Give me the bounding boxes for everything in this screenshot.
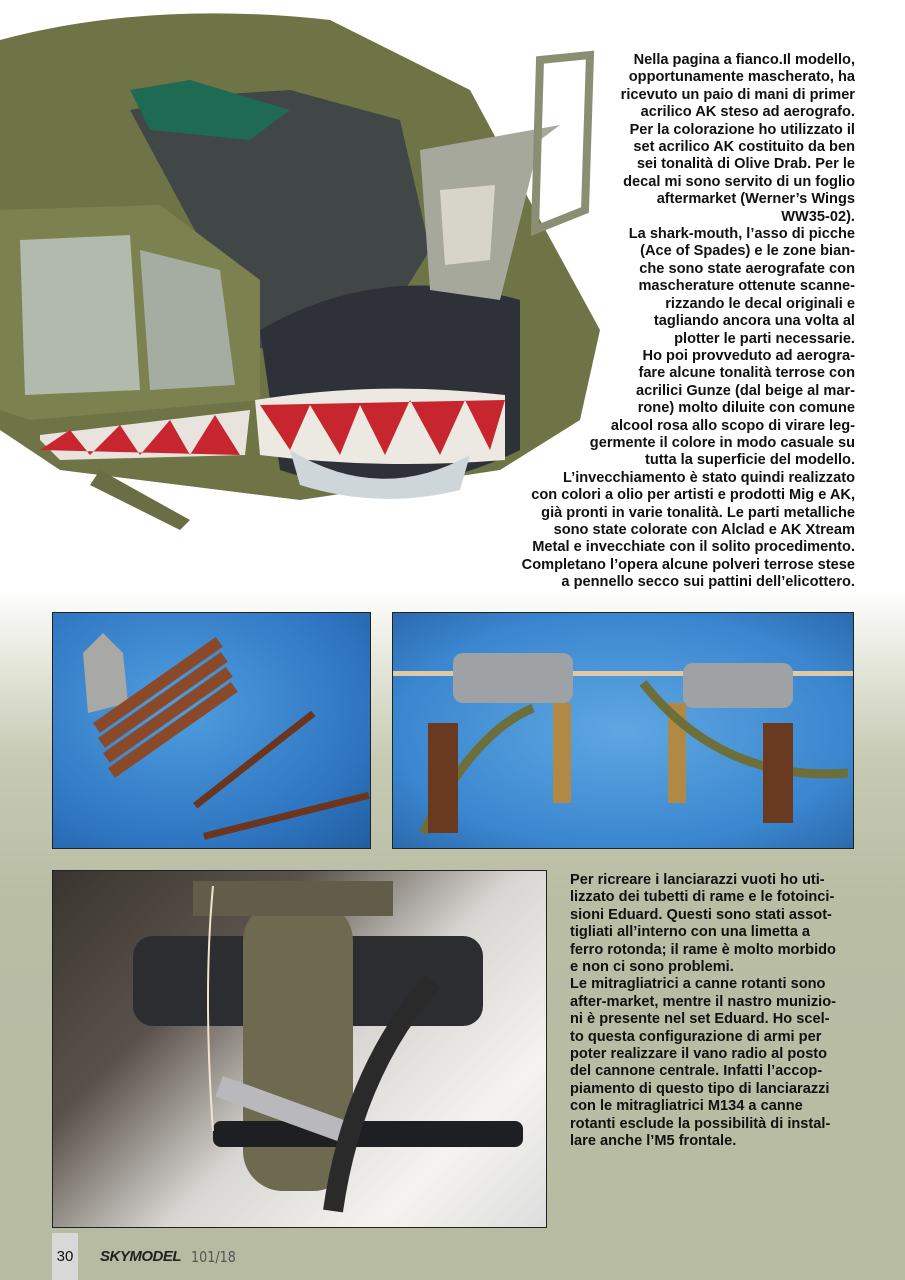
text-line: rizzando le decal originali e	[665, 295, 855, 312]
text-line: La shark-mouth, l’asso di picche	[628, 226, 855, 243]
article-text-bottom	[570, 872, 860, 1151]
text-line: sono state colorate con Alclad e AK Xtream	[553, 521, 855, 538]
text-line: acrilico AK steso ad aerografo.	[640, 104, 855, 121]
text-line: con colori a olio per artisti e prodotti Mig e AK,	[531, 487, 855, 504]
text-line: del cannone centrale. Infatti l’accop-	[570, 1063, 823, 1080]
text-line: germente il colore in modo casuale su	[589, 434, 855, 451]
page-footer	[52, 1233, 244, 1280]
magazine-logo: SKYMODEL	[100, 1248, 182, 1265]
text-line: lare anche l’M5 frontale.	[570, 1133, 737, 1150]
page-number: 30	[52, 1233, 78, 1280]
text-line: plotter le parti necessarie.	[674, 330, 855, 347]
text-line: Per la colorazione ho utilizzato il	[629, 121, 855, 138]
text-line: opportunamente mascherato, ha	[628, 69, 855, 86]
text-line: lizzato dei tubetti di rame e le fotoinci-	[570, 889, 835, 906]
text-line: aftermarket (Werner’s Wings	[656, 191, 855, 208]
issue-number: 101/18	[191, 1247, 236, 1266]
text-line: L’invecchiamento è stato quindi realizzato	[563, 469, 855, 486]
text-line: tigliati all’interno con una limetta a	[570, 924, 811, 941]
text-line: con le mitragliatrici M134 a canne	[570, 1098, 803, 1115]
text-line: ricevuto un paio di mani di primer	[620, 86, 855, 103]
text-line: alcool rosa allo scopo di virare leg-	[610, 417, 855, 434]
text-line: Nella pagina a fianco.Il modello,	[633, 52, 855, 68]
text-line: piamento di questo tipo di lanciarazzi	[570, 1080, 830, 1097]
minigun-parts-photo	[392, 612, 854, 849]
text-line: rotanti esclude la possibilità di instal-	[570, 1115, 831, 1132]
text-line: decal mi sono servito di un foglio	[623, 173, 855, 190]
text-line: tutta la superficie del modello.	[644, 452, 855, 469]
article-text-top	[435, 52, 855, 592]
text-line: sioni Eduard. Questi sono stati assot-	[570, 906, 832, 923]
text-line: ferro rotonda; il rame è molto morbido	[570, 941, 836, 958]
text-line: a pennello secco sui pattini dell’elicottero.	[561, 574, 855, 591]
text-line: poter realizzare il vano radio al posto	[570, 1046, 828, 1063]
text-line: Le mitragliatrici a canne rotanti sono	[570, 976, 826, 993]
text-line: sei tonalità di Olive Drab. Per le	[636, 156, 855, 173]
text-line: WW35-02).	[781, 208, 855, 225]
text-line: Ho poi provveduto ad aerogra-	[642, 347, 855, 364]
text-line: Per ricreare i lanciarazzi vuoti ho uti-	[570, 872, 825, 888]
text-line: acrilici Gunze (dal beige al mar-	[636, 382, 855, 399]
text-line: Metal e invecchiate con il solito procedimento.	[532, 539, 855, 556]
text-line: mascherature ottenute scanne-	[638, 278, 855, 295]
text-line: (Ace of Spades) e le zone bian-	[640, 243, 855, 260]
text-line: fare alcune tonalità terrose con	[638, 365, 855, 382]
text-line: rone) molto diluite con comune	[637, 400, 855, 417]
text-line: set acrilico AK costituito da ben	[633, 139, 855, 156]
text-line: e non ci sono problemi.	[570, 959, 734, 976]
text-line: già pronti in varie tonalità. Le parti metalliche	[541, 504, 855, 521]
text-line: tagliando ancora una volta al	[653, 313, 855, 330]
text-line: Completano l’opera alcune polveri terrose stese	[521, 556, 855, 573]
rocket-pod-minigun-photo	[52, 870, 547, 1228]
text-line: ni è presente nel set Eduard. Ho scel-	[570, 1011, 830, 1028]
rocket-tubes-photo	[52, 612, 371, 849]
text-line: to questa configurazione di armi per	[570, 1028, 822, 1045]
text-line: che sono state aerografate con	[639, 260, 855, 277]
text-line: after-market, mentre il nastro munizio-	[570, 993, 836, 1010]
